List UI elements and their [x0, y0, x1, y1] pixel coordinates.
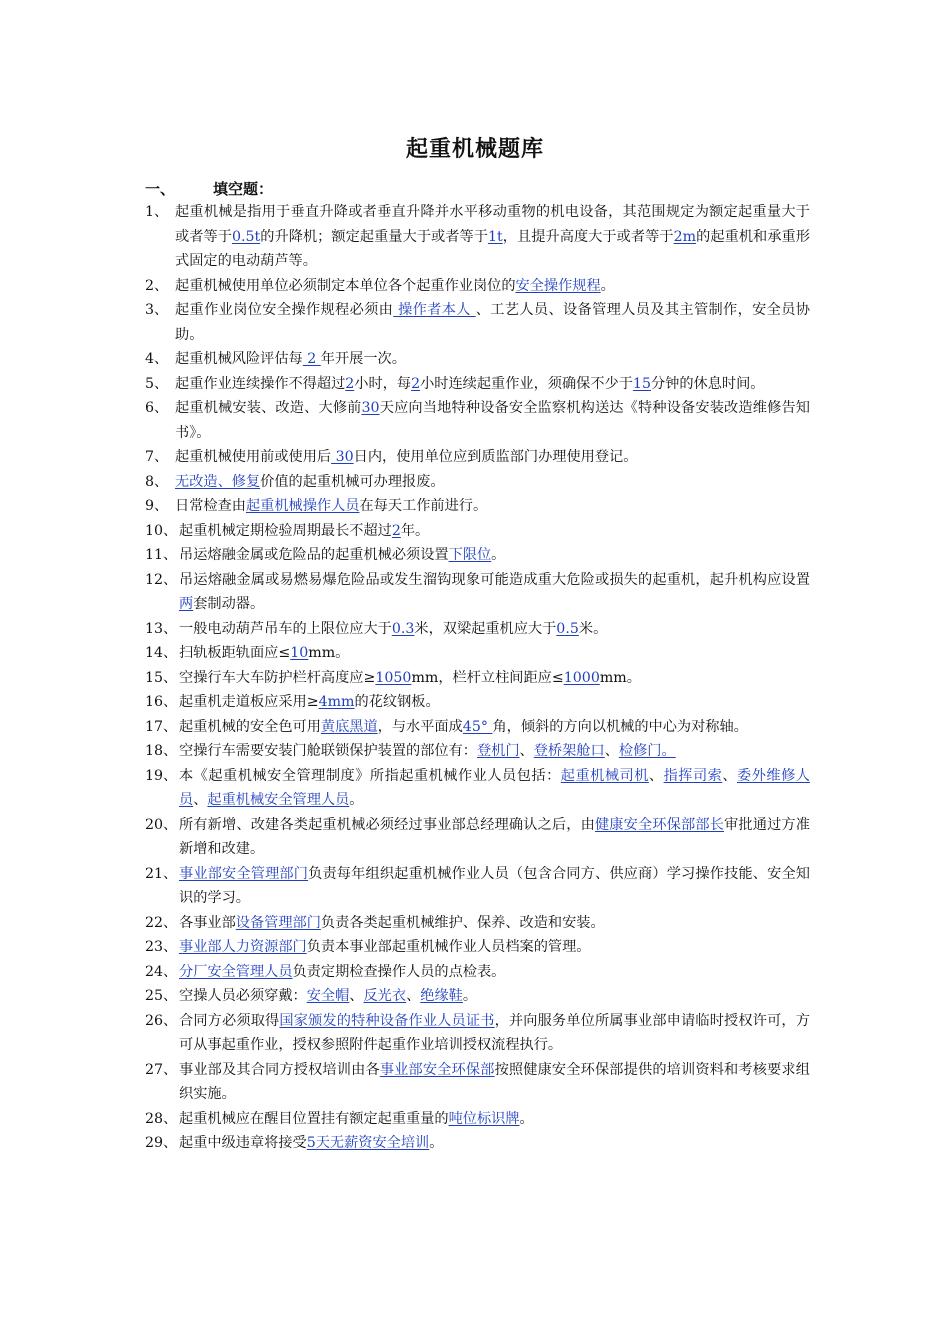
- question-fragment: 负责每年组织起重机械作业人员（包含合同方、供应商）学习操作技能、安全知识的学习。: [179, 865, 810, 906]
- answer-blank: 绝缘鞋: [420, 988, 463, 1004]
- section-label: 填空题：: [213, 180, 274, 198]
- question-fragment: 。: [600, 277, 615, 294]
- question-item: [145, 274, 810, 299]
- answer-blank: 30: [331, 449, 354, 465]
- answer-blank: 两: [179, 596, 194, 612]
- question-number: 16、: [145, 694, 178, 710]
- question-text: [175, 470, 810, 495]
- answer-blank: 安全帽: [306, 988, 350, 1004]
- answer-blank: 起重机械操作人员: [245, 498, 360, 514]
- answer-blank: 1000: [563, 669, 600, 686]
- question-fragment: 年开展一次。: [320, 351, 406, 367]
- answer-blank: 委外维修人员: [179, 767, 810, 808]
- question-fragment: 价值的起重机械可办理报废。: [260, 473, 445, 490]
- answer-blank: 1050: [375, 669, 412, 686]
- question-item: [145, 862, 810, 911]
- answer-blank: 事业部安全环保部: [379, 1061, 495, 1078]
- question-number: 19、: [145, 767, 178, 784]
- answer-blank: 登机门: [476, 743, 520, 759]
- question-number: 29、: [145, 1135, 178, 1151]
- question-number: 12、: [145, 571, 178, 588]
- question-fragment: 空操人员必须穿戴：: [179, 988, 307, 1004]
- question-fragment: 审批通过方准新增和改建。: [179, 816, 810, 857]
- question-text: [179, 739, 810, 764]
- question-text: [179, 984, 810, 1009]
- question-fragment: 。: [491, 547, 506, 563]
- question-text: [179, 862, 810, 911]
- answer-blank: 操作者本人: [393, 302, 476, 318]
- question-fragment: 吊运熔融金属或易燃易爆危险品或发生溜钩现象可能造成重大危险或损失的起重机，起升机构应设置: [179, 571, 810, 588]
- answer-blank: 2: [391, 522, 401, 539]
- question-number: 18、: [145, 743, 178, 759]
- question-text: [179, 1131, 810, 1156]
- question-fragment: 。: [429, 1135, 444, 1151]
- question-fragment: 合同方必须取得: [179, 1012, 280, 1029]
- answer-blank: 检修门。: [618, 743, 676, 759]
- question-item: [145, 445, 810, 470]
- question-number: 8、: [145, 473, 169, 490]
- answer-blank: 安全操作规程: [515, 277, 601, 294]
- question-fragment: 事业部及其合同方授权培训由各: [179, 1061, 380, 1078]
- question-item: [145, 543, 810, 568]
- page-title: 起重机械题库: [405, 137, 544, 162]
- answer-blank: 事业部人力资源部门: [179, 939, 307, 955]
- question-item: [145, 911, 810, 936]
- question-fragment: 负责各类起重机械维护、保养、改造和安装。: [320, 914, 605, 931]
- question-number: 28、: [145, 1110, 178, 1127]
- question-fragment: 的起重机和承重形式固定的电动葫芦等。: [175, 228, 810, 269]
- question-fragment: 的升降机；额定起重量大于或者等于: [260, 228, 488, 245]
- question-item: [145, 617, 810, 642]
- question-fragment: 日内，使用单位应到质监部门办理使用登记。: [353, 449, 638, 465]
- question-fragment: 、: [519, 743, 534, 759]
- question-number: 13、: [145, 620, 178, 637]
- answer-blank: 健康安全环保部部长: [594, 816, 725, 833]
- question-fragment: 起重中级违章将接受: [179, 1135, 307, 1151]
- question-fragment: 各事业部: [179, 914, 236, 931]
- question-fragment: 。: [462, 988, 478, 1004]
- question-fragment: 、: [406, 988, 421, 1004]
- answer-blank: 2: [345, 375, 355, 392]
- question-text: [179, 543, 810, 568]
- question-text: [175, 445, 810, 470]
- answer-blank: 下限位: [448, 547, 492, 563]
- question-fragment: 吊运熔融金属或危险品的起重机械必须设置: [179, 547, 449, 563]
- question-text: [179, 1058, 810, 1107]
- answer-blank: 黄底黑道: [320, 718, 378, 735]
- question-text: [179, 764, 810, 813]
- question-text: [179, 666, 810, 691]
- question-fragment: mm，栏杆立柱间距应≤: [411, 669, 564, 686]
- question-fragment: 扫轨板距轨面应≤: [179, 645, 291, 661]
- question-text: [175, 494, 810, 519]
- answer-blank: 0.5: [556, 620, 579, 637]
- question-text: [175, 396, 810, 445]
- answer-blank: 0.3: [391, 620, 415, 637]
- question-fragment: 起重机走道板应采用≥: [179, 694, 319, 710]
- question-fragment: 、: [349, 988, 364, 1004]
- question-fragment: 一般电动葫芦吊车的上限位应大于: [179, 620, 392, 637]
- answer-blank: 10: [290, 645, 309, 661]
- question-item: [145, 298, 810, 347]
- question-fragment: 年。: [400, 522, 430, 539]
- question-item: [145, 666, 810, 691]
- question-fragment: 、: [722, 767, 738, 784]
- answer-blank: 事业部安全管理部门: [179, 865, 309, 882]
- question-fragment: 角，倾斜的方向以机械的中心为对称轴。: [492, 718, 748, 735]
- question-text: [175, 298, 810, 347]
- question-number: 3、: [145, 302, 169, 318]
- question-number: 20、: [145, 816, 178, 833]
- question-fragment: 所有新增、改建各类起重机械必须经过事业部总经理确认之后，由: [179, 816, 595, 833]
- question-text: [175, 274, 810, 299]
- question-text: [179, 960, 810, 985]
- question-item: [145, 494, 810, 519]
- question-item: [145, 1058, 810, 1107]
- question-number: 24、: [145, 963, 178, 980]
- question-item: [145, 396, 810, 445]
- question-number: 2、: [145, 277, 169, 294]
- answer-blank: 起重机械安全管理人员: [207, 792, 350, 808]
- question-item: [145, 200, 810, 274]
- question-number: 9、: [145, 498, 169, 514]
- question-text: [179, 690, 810, 715]
- question-fragment: 。: [349, 792, 364, 808]
- question-fragment: 负责本事业部起重机械作业人员档案的管理。: [306, 939, 591, 955]
- question-text: [179, 641, 810, 666]
- answer-blank: 5天无薪资安全培训: [306, 1135, 430, 1151]
- question-fragment: 小时连续起重作业，须确保不少于: [420, 375, 633, 392]
- question-fragment: 负责定期检查操作人员的点检表。: [292, 963, 506, 980]
- question-fragment: 按照健康安全环保部提供的培训资料和考核要求组织实施。: [179, 1061, 810, 1102]
- question-fragment: 起重作业连续操作不得超过: [175, 375, 346, 392]
- question-number: 21、: [145, 865, 178, 882]
- question-number: 1、: [145, 204, 169, 220]
- question-fragment: 。: [519, 1110, 534, 1127]
- question-fragment: mm。: [599, 669, 641, 686]
- question-text: [179, 617, 810, 642]
- answer-blank: 反光衣: [363, 988, 407, 1004]
- question-fragment: 分钟的休息时间。: [650, 375, 765, 392]
- question-fragment: 起重机械使用前或使用后: [175, 449, 332, 465]
- question-text: [175, 200, 810, 274]
- question-text: [179, 1009, 810, 1058]
- question-item: [145, 1107, 810, 1132]
- question-text: [179, 519, 810, 544]
- question-item: [145, 1131, 810, 1156]
- question-fragment: 起重机械安装、改造、大修前: [175, 400, 362, 416]
- question-fragment: 起重机械是指用于垂直升降或者垂直升降并水平移动重物的机电设备，其范围规定为额定起重量大于或者等于: [175, 204, 810, 245]
- question-number: 17、: [145, 718, 178, 735]
- question-fragment: 套制动器。: [193, 596, 265, 612]
- question-number: 15、: [145, 669, 178, 686]
- question-fragment: 小时，每: [354, 375, 412, 392]
- question-fragment: 日常检查由: [175, 498, 246, 514]
- question-item: [145, 641, 810, 666]
- answer-blank: 国家颁发的特种设备作业人员证书: [279, 1012, 495, 1029]
- question-text: [179, 568, 810, 617]
- question-fragment: 本《起重机械安全管理制度》所指起重机械作业人员包括：: [179, 767, 561, 784]
- question-item: [145, 935, 810, 960]
- answer-blank: 2m: [673, 228, 697, 245]
- answer-blank: 15: [632, 375, 651, 392]
- question-item: [145, 690, 810, 715]
- question-item: [145, 739, 810, 764]
- question-fragment: 起重机械风险评估每: [175, 351, 303, 367]
- question-fragment: 起重机械的安全色可用: [179, 718, 321, 735]
- answer-blank: 指挥司索: [663, 767, 723, 784]
- answer-blank: 无改造、修复: [175, 473, 261, 490]
- answer-blank: 1t: [488, 228, 503, 245]
- section-number: 一、: [145, 180, 176, 198]
- question-fragment: ，且提升高度大于或者等于: [502, 228, 674, 245]
- question-number: 7、: [145, 449, 169, 465]
- answer-blank: 0.5t: [231, 228, 261, 245]
- question-fragment: 在每天工作前进行。: [359, 498, 488, 514]
- question-text: [175, 347, 810, 372]
- question-fragment: ，与水平面成: [377, 718, 463, 735]
- question-item: [145, 470, 810, 495]
- answer-blank: 30: [361, 400, 380, 416]
- answer-blank: 2: [411, 375, 421, 392]
- question-item: [145, 372, 810, 397]
- question-item: [145, 715, 810, 740]
- answer-blank: 设备管理部门: [235, 914, 321, 931]
- question-item: [145, 568, 810, 617]
- question-number: 26、: [145, 1012, 178, 1029]
- question-item: [145, 347, 810, 372]
- answer-blank: 登桥架舱口: [533, 743, 605, 759]
- question-item: [145, 813, 810, 862]
- question-fragment: 的花纹钢板。: [354, 694, 440, 710]
- question-fragment: ，并向服务单位所属事业部申请临时授权许可，方可从事起重作业，授权参照附件起重作业培训授权流程执行。: [179, 1012, 810, 1053]
- question-fragment: 米，双梁起重机应大于: [414, 620, 557, 637]
- answer-blank: 分厂安全管理人员: [179, 963, 293, 980]
- question-number: 10、: [145, 522, 178, 539]
- question-number: 5、: [145, 375, 169, 392]
- question-fragment: 、: [604, 743, 619, 759]
- question-number: 27、: [145, 1061, 178, 1078]
- question-text: [179, 911, 810, 936]
- question-text: [179, 715, 810, 740]
- question-fragment: mm。: [308, 645, 350, 661]
- answer-blank: 吨位标识牌: [448, 1110, 520, 1127]
- answer-blank: 起重机械司机: [560, 767, 649, 784]
- question-text: [179, 1107, 810, 1132]
- question-number: 23、: [145, 939, 178, 955]
- question-number: 14、: [145, 645, 178, 661]
- question-item: [145, 984, 810, 1009]
- answer-blank: 45°: [462, 718, 493, 735]
- question-number: 25、: [145, 988, 178, 1004]
- question-text: [179, 935, 810, 960]
- question-item: [145, 1009, 810, 1058]
- question-text: [175, 372, 810, 397]
- question-fragment: 天应向当地特种设备安全监察机构送达《特种设备安装改造维修告知书》。: [175, 400, 810, 441]
- question-item: [145, 764, 810, 813]
- question-fragment: 米。: [578, 620, 608, 637]
- question-fragment: 、: [193, 792, 208, 808]
- section-heading: [145, 178, 273, 199]
- question-fragment: 、工艺人员、设备管理人员及其主管制作，安全员协助。: [175, 302, 810, 343]
- question-fragment: 空操行车大车防护栏杆高度应≥: [179, 669, 376, 686]
- question-item: [145, 960, 810, 985]
- answer-blank: 2: [302, 351, 321, 367]
- question-fragment: 起重机械定期检验周期最长不超过: [179, 522, 392, 539]
- question-text: [179, 813, 810, 862]
- question-fragment: 起重机械使用单位必须制定本单位各个起重作业岗位的: [175, 277, 516, 294]
- question-item: [145, 519, 810, 544]
- question-number: 4、: [145, 351, 169, 367]
- question-number: 22、: [145, 914, 178, 931]
- answer-blank: 4mm: [318, 694, 355, 710]
- question-number: 6、: [145, 400, 169, 416]
- question-fragment: 起重机械应在醒目位置挂有额定起重重量的: [179, 1110, 449, 1127]
- question-number: 11、: [145, 547, 178, 563]
- question-list: [145, 200, 810, 1156]
- question-fragment: 空操行车需要安装门舱联锁保护装置的部位有：: [179, 743, 477, 759]
- question-fragment: 、: [648, 767, 664, 784]
- question-fragment: 起重作业岗位安全操作规程必须由: [175, 302, 394, 318]
